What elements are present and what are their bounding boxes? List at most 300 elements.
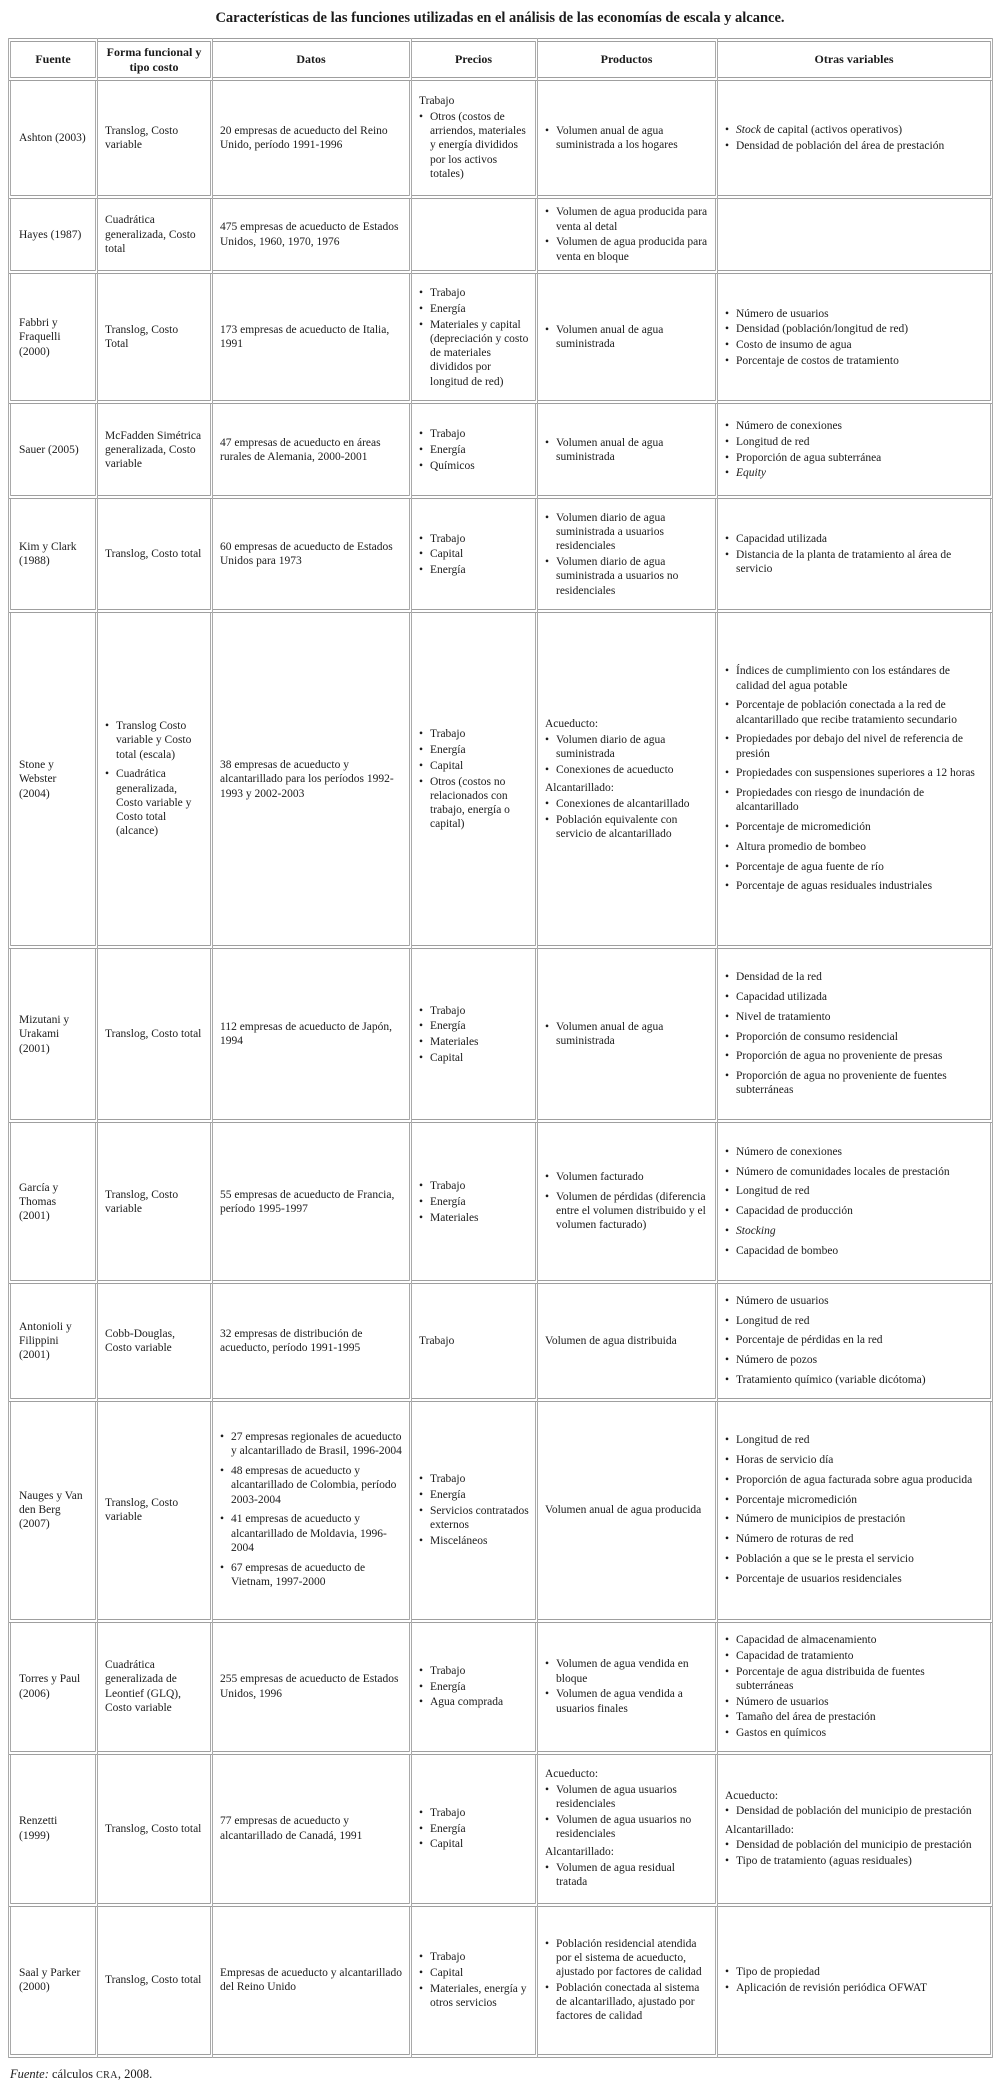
cell-productos bbox=[538, 1402, 718, 1623]
bullet-item bbox=[545, 1981, 709, 2024]
bullet-item bbox=[545, 1937, 709, 1980]
bullet-item bbox=[419, 743, 529, 757]
bullet-icon: • bbox=[220, 1431, 225, 1444]
group-header: Acueducto: bbox=[545, 718, 599, 731]
bullet-text: Porcentaje de usuarios residenciales bbox=[736, 1572, 902, 1585]
bullet-item bbox=[545, 1813, 709, 1842]
bullet-item bbox=[725, 1373, 984, 1387]
source-note-smallcaps: CRA bbox=[96, 2069, 118, 2081]
bullet-item bbox=[419, 1837, 529, 1851]
bullet-text: Volumen diario de agua suministrada a usuarios no residenciales bbox=[556, 556, 679, 597]
bullet-icon: • bbox=[725, 991, 730, 1004]
study-source: Mizutani y Urakami (2001) bbox=[19, 1014, 70, 1055]
table-row bbox=[8, 1755, 993, 1907]
bullet-text: Trabajo bbox=[430, 1180, 466, 1193]
cell-text: Cuadrática generalizada, Costo total bbox=[105, 214, 196, 255]
cell-otras-variables bbox=[718, 1123, 993, 1284]
bullet-icon: • bbox=[419, 1696, 424, 1709]
bullet-item bbox=[725, 820, 984, 834]
table-row bbox=[8, 1284, 993, 1401]
cell-fuente bbox=[8, 1402, 98, 1623]
bullet-item bbox=[725, 307, 984, 321]
functions-characteristics-table bbox=[8, 38, 993, 2058]
bullet-text: Porcentaje de población conectada a la red de alcantarillado que recibe tratamiento secundario bbox=[736, 699, 957, 726]
bullet-icon: • bbox=[725, 1010, 730, 1023]
bullet-item bbox=[419, 1051, 529, 1065]
table-row bbox=[8, 274, 993, 404]
cell-otras-variables bbox=[718, 499, 993, 613]
bullet-text: Trabajo bbox=[430, 1951, 466, 1964]
bullet-icon: • bbox=[545, 1658, 550, 1671]
bullet-item bbox=[725, 1695, 984, 1709]
bullet-item bbox=[220, 1464, 403, 1507]
bullet-icon: • bbox=[725, 139, 730, 152]
cell-fuente bbox=[8, 404, 98, 499]
bullet-icon: • bbox=[419, 1838, 424, 1851]
group-header: Alcantarillado: bbox=[545, 782, 614, 795]
bullet-text: Volumen anual de agua suministrada a los hogares bbox=[556, 124, 678, 151]
bullet-icon: • bbox=[725, 123, 730, 136]
table-row bbox=[8, 1623, 993, 1755]
column-header-otras-variables: Otras variables bbox=[718, 38, 993, 81]
cell-text: Translog, Costo variable bbox=[105, 1496, 179, 1524]
cell-otras-variables bbox=[718, 81, 993, 199]
bullet-icon: • bbox=[725, 549, 730, 562]
cell-productos bbox=[538, 1623, 718, 1755]
bullet-text: Trabajo bbox=[430, 728, 466, 741]
cell-forma-funcional bbox=[98, 274, 213, 404]
bullet-icon: • bbox=[545, 236, 550, 249]
bullet-item bbox=[725, 1493, 984, 1507]
source-note-text: cálculos bbox=[48, 2066, 97, 2081]
bullet-icon: • bbox=[419, 428, 424, 441]
cell-otras-variables bbox=[718, 1907, 993, 2058]
bullet-text: Número de municipios de prestación bbox=[736, 1513, 906, 1526]
cell-text: Volumen de agua distribuida bbox=[545, 1334, 677, 1347]
study-source: Nauges y Van den Berg (2007) bbox=[19, 1489, 83, 1531]
cell-fuente bbox=[8, 1123, 98, 1284]
bullet-text: 67 empresas de acueducto de Vietnam, 1997-2000 bbox=[231, 1561, 366, 1588]
bullet-text: Capacidad utilizada bbox=[736, 991, 828, 1004]
bullet-text: Densidad (población/longitud de red) bbox=[736, 323, 909, 336]
bullet-icon: • bbox=[725, 1805, 730, 1818]
bullet-icon: • bbox=[545, 1783, 550, 1796]
bullet-text: Número de usuarios bbox=[736, 1695, 829, 1708]
bullet-text: Trabajo bbox=[430, 1664, 466, 1677]
bullet-item bbox=[419, 1179, 529, 1193]
bullet-item bbox=[725, 1353, 984, 1367]
bullet-text: Trabajo bbox=[430, 1473, 466, 1486]
bullet-item bbox=[725, 1649, 984, 1663]
cell-forma-funcional bbox=[98, 949, 213, 1123]
bullet-item bbox=[419, 286, 529, 300]
cell-forma-funcional bbox=[98, 199, 213, 275]
cell-productos bbox=[538, 499, 718, 613]
bullet-text: Energía bbox=[430, 564, 466, 577]
cell-precios bbox=[412, 404, 538, 499]
cell-precios bbox=[412, 613, 538, 949]
bullet-text: Proporción de agua facturada sobre agua producida bbox=[736, 1473, 973, 1486]
bullet-item bbox=[545, 1190, 709, 1233]
bullet-text: Capital bbox=[430, 1051, 464, 1064]
bullet-icon: • bbox=[419, 459, 424, 472]
bullet-icon: • bbox=[725, 1649, 730, 1662]
table-row bbox=[8, 613, 993, 949]
bullet-text: Densidad de población del área de prestación bbox=[736, 139, 945, 152]
bullet-icon: • bbox=[419, 287, 424, 300]
cell-text: 255 empresas de acueducto de Estados Unidos, 1996 bbox=[220, 1673, 399, 1700]
table-row bbox=[8, 1123, 993, 1284]
cell-datos bbox=[213, 949, 412, 1123]
bullet-item bbox=[419, 1664, 529, 1678]
bullet-icon: • bbox=[545, 733, 550, 746]
bullet-item bbox=[725, 1512, 984, 1526]
bullet-text: Costo de insumo de agua bbox=[736, 339, 852, 352]
source-note-label: Fuente: bbox=[10, 2066, 49, 2081]
bullet-icon: • bbox=[545, 1813, 550, 1826]
bullet-icon: • bbox=[419, 1180, 424, 1193]
study-source: Hayes (1987) bbox=[19, 228, 82, 241]
bullet-text: Agua comprada bbox=[430, 1696, 504, 1709]
bullet-text: Número de conexiones bbox=[736, 1145, 843, 1158]
bullet-text: Porcentaje de agua distribuida de fuentes subterráneas bbox=[736, 1665, 925, 1692]
bullet-item bbox=[419, 1822, 529, 1836]
bullet-icon: • bbox=[419, 1951, 424, 1964]
bullet-item bbox=[725, 1981, 984, 1995]
bullet-text: Volumen anual de agua suministrada bbox=[556, 1021, 664, 1048]
bullet-item bbox=[725, 532, 984, 546]
cell-forma-funcional bbox=[98, 1907, 213, 2058]
cell-otras-variables bbox=[718, 613, 993, 949]
bullet-icon: • bbox=[725, 307, 730, 320]
cell-productos bbox=[538, 1907, 718, 2058]
study-source: Ashton (2003) bbox=[19, 131, 86, 144]
bullet-icon: • bbox=[419, 1051, 424, 1064]
bullet-icon: • bbox=[725, 1454, 730, 1467]
cell-forma-funcional bbox=[98, 1123, 213, 1284]
study-source: Antonioli y Filippini (2001) bbox=[19, 1320, 72, 1362]
bullet-item bbox=[725, 1854, 984, 1868]
bullet-text: Porcentaje de costos de tratamiento bbox=[736, 354, 899, 367]
bullet-text: Translog Costo variable y Costo total (escala) bbox=[116, 720, 192, 761]
cell-precios bbox=[412, 1623, 538, 1755]
bullet-icon: • bbox=[725, 1695, 730, 1708]
bullet-icon: • bbox=[725, 1665, 730, 1678]
bullet-icon: • bbox=[545, 763, 550, 776]
cell-forma-funcional bbox=[98, 404, 213, 499]
bullet-item bbox=[419, 547, 529, 561]
bullet-item bbox=[220, 1512, 403, 1555]
bullet-text: Volumen diario de agua suministrada a usuarios residenciales bbox=[556, 511, 666, 553]
bullet-item bbox=[725, 1224, 984, 1238]
table-title: Características de las funciones utilizadas en el análisis de las economías de escala y alcance. bbox=[215, 10, 785, 26]
bullet-item bbox=[725, 1294, 984, 1308]
bullet-item bbox=[419, 532, 529, 546]
bullet-text: Proporción de agua no proveniente de presas bbox=[736, 1050, 943, 1063]
bullet-text bbox=[736, 123, 984, 137]
bullet-text: Otros (costos no relacionados con trabajo, energía o capital) bbox=[430, 775, 510, 831]
bullet-item bbox=[220, 1430, 403, 1459]
bullet-text: Índices de cumplimiento con los estándares de calidad del agua potable bbox=[736, 665, 950, 692]
cell-datos bbox=[213, 1402, 412, 1623]
group-header: Acueducto: bbox=[545, 1768, 599, 1781]
cell-precios bbox=[412, 1907, 538, 2058]
bullet-text: Volumen diario de agua suministrada bbox=[556, 733, 666, 761]
cell-fuente bbox=[8, 1755, 98, 1907]
bullet-icon: • bbox=[725, 533, 730, 546]
cell-text: 20 empresas de acueducto del Reino Unido, período 1991-1996 bbox=[220, 124, 388, 151]
bullet-item bbox=[545, 124, 709, 153]
bullet-text: Servicios contratados externos bbox=[430, 1504, 529, 1532]
bullet-icon: • bbox=[419, 759, 424, 772]
bullet-icon: • bbox=[545, 436, 550, 449]
bullet-icon: • bbox=[419, 302, 424, 315]
bullet-item bbox=[545, 797, 709, 811]
bullet-text: Volumen de agua residual tratada bbox=[556, 1862, 675, 1889]
bullet-icon: • bbox=[419, 1211, 424, 1224]
bullet-icon: • bbox=[419, 1680, 424, 1693]
bullet-icon: • bbox=[419, 318, 424, 331]
bullet-item bbox=[725, 1473, 984, 1487]
bullet-icon: • bbox=[419, 1966, 424, 1979]
bullet-icon: • bbox=[725, 1354, 730, 1367]
bullet-text: Volumen de agua producida para venta al detal bbox=[556, 206, 708, 233]
italic-text: Equity bbox=[736, 467, 767, 480]
bullet-text: Aplicación de revisión periódica OFWAT bbox=[736, 1981, 927, 1994]
bullet-text: Propiedades con suspensiones superiores a 12 horas bbox=[736, 767, 975, 780]
bullet-icon: • bbox=[545, 1688, 550, 1701]
bullet-text: 48 empresas de acueducto y alcantarillado de Colombia, período 2003-2004 bbox=[231, 1465, 397, 1506]
bullet-item bbox=[419, 1195, 529, 1209]
bullet-text: Misceláneos bbox=[430, 1534, 488, 1547]
bullet-text: Capital bbox=[430, 1838, 464, 1851]
bullet-text: Trabajo bbox=[430, 428, 466, 441]
bullet-text: Proporción de agua subterránea bbox=[736, 451, 882, 464]
bullet-item bbox=[725, 1145, 984, 1159]
bullet-text: Número de usuarios bbox=[736, 307, 829, 320]
bullet-item bbox=[545, 1170, 709, 1184]
bullet-icon: • bbox=[725, 1981, 730, 1994]
cell-otras-variables bbox=[718, 1623, 993, 1755]
bullet-icon: • bbox=[725, 451, 730, 464]
cell-text: 77 empresas de acueducto y alcantarillado de Canadá, 1991 bbox=[220, 1815, 363, 1842]
bullet-item bbox=[725, 664, 984, 693]
bullet-item bbox=[725, 840, 984, 854]
bullet-icon: • bbox=[725, 971, 730, 984]
cell-forma-funcional bbox=[98, 499, 213, 613]
table-row bbox=[8, 1907, 993, 2058]
bullet-item bbox=[419, 775, 529, 832]
bullet-text: Población equivalente con servicio de alcantarillado bbox=[556, 813, 678, 840]
bullet-text: Población conectada al sistema de alcantarillado, ajustado por factores de calidad bbox=[556, 1981, 700, 2023]
cell-precios bbox=[412, 1284, 538, 1401]
bullet-text: Capacidad de tratamiento bbox=[736, 1649, 854, 1662]
column-header-fuente: Fuente bbox=[8, 38, 98, 81]
bullet-text: Químicos bbox=[430, 459, 475, 472]
bullet-icon: • bbox=[725, 1533, 730, 1546]
bullet-item bbox=[419, 1806, 529, 1820]
bullet-item bbox=[725, 1184, 984, 1198]
cell-datos bbox=[213, 1623, 412, 1755]
bullet-icon: • bbox=[419, 110, 424, 123]
cell-fuente bbox=[8, 1623, 98, 1755]
cell-datos bbox=[213, 274, 412, 404]
cell-forma-funcional bbox=[98, 81, 213, 199]
bullet-icon: • bbox=[725, 1145, 730, 1158]
cell-otras-variables bbox=[718, 949, 993, 1123]
bullet-icon: • bbox=[419, 1822, 424, 1835]
cell-productos bbox=[538, 1123, 718, 1284]
bullet-text: Longitud de red bbox=[736, 1434, 810, 1447]
bullet-text: Energía bbox=[430, 744, 466, 757]
cell-text: 112 empresas de acueducto de Japón, 1994 bbox=[220, 1021, 393, 1048]
bullet-icon: • bbox=[545, 206, 550, 219]
cell-datos bbox=[213, 1755, 412, 1907]
bullet-item bbox=[545, 205, 709, 234]
cell-otras-variables bbox=[718, 404, 993, 499]
bullet-text: Capacidad de bombeo bbox=[736, 1244, 839, 1257]
bullet-text: Capacidad de almacenamiento bbox=[736, 1634, 877, 1647]
bullet-text: Conexiones de alcantarillado bbox=[556, 797, 690, 810]
cell-precios bbox=[412, 499, 538, 613]
bullet-icon: • bbox=[725, 1070, 730, 1083]
cell-text: Cuadrática generalizada de Leontief (GLQ), Costo variable bbox=[105, 1659, 181, 1714]
bullet-icon: • bbox=[419, 548, 424, 561]
cell-text: 475 empresas de acueducto de Estados Unidos, 1960, 1970, 1976 bbox=[220, 221, 399, 248]
bullet-item bbox=[419, 459, 529, 473]
cell-text: 32 empresas de distribución de acueducto, período 1991-1995 bbox=[220, 1327, 363, 1355]
bullet-item bbox=[545, 1783, 709, 1812]
bullet-text: Trabajo bbox=[430, 1004, 466, 1017]
cell-productos bbox=[538, 404, 718, 499]
bullet-icon: • bbox=[725, 1473, 730, 1486]
bullet-icon: • bbox=[725, 880, 730, 893]
cell-precios bbox=[412, 1402, 538, 1623]
bullet-item bbox=[725, 970, 984, 984]
bullet-text: Tipo de tratamiento (aguas residuales) bbox=[736, 1855, 912, 1868]
bullet-item bbox=[725, 1804, 984, 1818]
bullet-icon: • bbox=[725, 1294, 730, 1307]
cell-productos bbox=[538, 1284, 718, 1401]
cell-productos bbox=[538, 274, 718, 404]
bullet-item bbox=[725, 879, 984, 893]
cell-datos bbox=[213, 613, 412, 949]
bullet-text bbox=[736, 1224, 984, 1238]
bullet-item bbox=[419, 1966, 529, 1980]
bullet-icon: • bbox=[725, 1572, 730, 1585]
bullet-text: Energía bbox=[430, 1822, 466, 1835]
bullet-icon: • bbox=[725, 733, 730, 746]
bullet-icon: • bbox=[419, 1504, 424, 1517]
bullet-text: Tratamiento químico (variable dicótoma) bbox=[736, 1373, 926, 1386]
cell-text: 60 empresas de acueducto de Estados Unidos para 1973 bbox=[220, 541, 393, 568]
bullet-item bbox=[725, 786, 984, 815]
bullet-icon: • bbox=[419, 1806, 424, 1819]
cell-forma-funcional bbox=[98, 1284, 213, 1401]
cell-precios bbox=[412, 199, 538, 275]
bullet-item bbox=[419, 318, 529, 389]
bullet-text: Trabajo bbox=[430, 1806, 466, 1819]
bullet-item bbox=[419, 727, 529, 741]
cell-precios bbox=[412, 274, 538, 404]
bullet-text: Conexiones de acueducto bbox=[556, 763, 674, 776]
bullet-icon: • bbox=[419, 443, 424, 456]
bullet-item bbox=[545, 555, 709, 598]
cell-text: McFadden Simétrica generalizada, Costo variable bbox=[105, 429, 202, 471]
cell-text: 38 empresas de acueducto y alcantarillado para los períodos 1992-1993 y 2002-2003 bbox=[220, 759, 394, 800]
bullet-item bbox=[419, 563, 529, 577]
column-header-forma-funcional: Forma funcional y tipo costo bbox=[98, 38, 213, 81]
bullet-icon: • bbox=[545, 1981, 550, 1994]
cell-otras-variables bbox=[718, 1284, 993, 1401]
bullet-text: Longitud de red bbox=[736, 1314, 810, 1327]
bullet-text: Energía bbox=[430, 1195, 466, 1208]
bullet-icon: • bbox=[725, 821, 730, 834]
bullet-item bbox=[725, 1030, 984, 1044]
bullet-item bbox=[725, 435, 984, 449]
bullet-icon: • bbox=[105, 720, 110, 733]
cell-fuente bbox=[8, 1907, 98, 2058]
bullet-text: Densidad de población del municipio de prestación bbox=[736, 1839, 972, 1852]
bullet-item bbox=[220, 1561, 403, 1590]
bullet-item bbox=[725, 860, 984, 874]
bullet-icon: • bbox=[725, 435, 730, 448]
bullet-text: 41 empresas de acueducto y alcantarillado de Moldavia, 1996-2004 bbox=[231, 1513, 387, 1554]
bullet-icon: • bbox=[725, 1855, 730, 1868]
bullet-item bbox=[419, 1488, 529, 1502]
bullet-item bbox=[545, 235, 709, 264]
cell-text: 173 empresas de acueducto de Italia, 1991 bbox=[220, 324, 390, 351]
cell-forma-funcional bbox=[98, 1402, 213, 1623]
bullet-icon: • bbox=[419, 744, 424, 757]
bullet-icon: • bbox=[725, 1030, 730, 1043]
bullet-item bbox=[725, 466, 984, 480]
cell-datos bbox=[213, 1907, 412, 2058]
bullet-icon: • bbox=[419, 1473, 424, 1486]
bullet-icon: • bbox=[725, 1434, 730, 1447]
bullet-text: Proporción de consumo residencial bbox=[736, 1030, 898, 1043]
bullet-item bbox=[419, 759, 529, 773]
bullet-text: Altura promedio de bombeo bbox=[736, 840, 866, 853]
bullet-icon: • bbox=[725, 1493, 730, 1506]
bullet-item bbox=[545, 436, 709, 465]
cell-forma-funcional bbox=[98, 613, 213, 949]
bullet-icon: • bbox=[725, 1314, 730, 1327]
bullet-icon: • bbox=[419, 1489, 424, 1502]
bullet-item bbox=[419, 1950, 529, 1964]
bullet-icon: • bbox=[725, 1634, 730, 1647]
cell-text: Trabajo bbox=[419, 1334, 455, 1347]
bullet-text: Capital bbox=[430, 759, 464, 772]
cell-datos bbox=[213, 404, 412, 499]
bullet-text: Capacidad de producción bbox=[736, 1205, 853, 1218]
bullet-item bbox=[725, 1204, 984, 1218]
column-header-productos: Productos bbox=[538, 38, 718, 81]
bullet-text: Nivel de tratamiento bbox=[736, 1010, 831, 1023]
bullet-icon: • bbox=[725, 1373, 730, 1386]
bullet-icon: • bbox=[220, 1561, 225, 1574]
bullet-item bbox=[725, 1633, 984, 1647]
cell-fuente bbox=[8, 949, 98, 1123]
bullet-icon: • bbox=[725, 665, 730, 678]
cell-datos bbox=[213, 1284, 412, 1401]
bullet-icon: • bbox=[419, 1004, 424, 1017]
bullet-icon: • bbox=[419, 1195, 424, 1208]
bullet-item bbox=[725, 698, 984, 727]
cell-datos bbox=[213, 499, 412, 613]
bullet-text: Volumen anual de agua suministrada bbox=[556, 324, 664, 351]
bullet-text: Horas de servicio día bbox=[736, 1454, 834, 1467]
